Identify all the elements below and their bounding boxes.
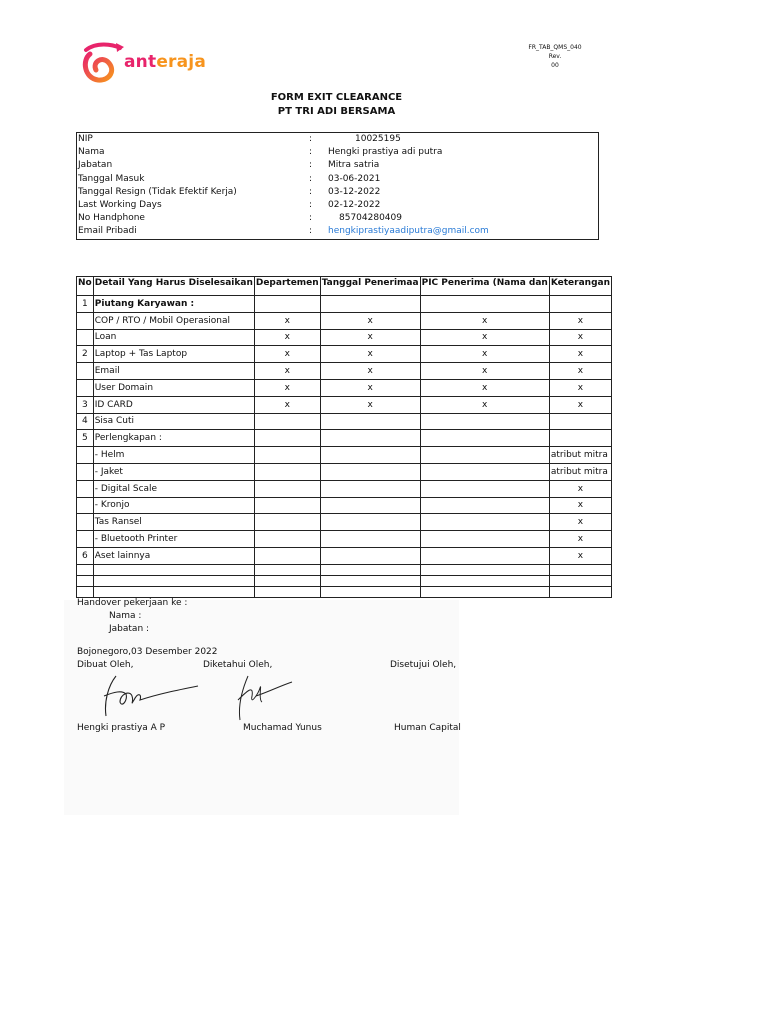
row-detail: - Digital Scale	[93, 480, 254, 497]
row-detail: Aset lainnya	[93, 547, 254, 564]
row-number	[77, 312, 94, 329]
info-separator: :	[309, 147, 313, 158]
info-row	[77, 173, 599, 186]
employee-info-table	[76, 132, 599, 240]
row-cell: x	[549, 547, 611, 564]
row-detail: - Helm	[93, 447, 254, 464]
row-detail: Perlengkapan :	[93, 430, 254, 447]
row-cell	[320, 575, 420, 586]
info-label: No Handphone	[78, 213, 145, 224]
known-by-label: Diketahui Oleh,	[203, 660, 273, 670]
row-detail	[93, 564, 254, 575]
row-cell	[320, 296, 420, 313]
info-value: 85704280409	[339, 213, 402, 224]
row-number	[77, 575, 94, 586]
row-cell: x	[254, 312, 320, 329]
row-detail: Loan	[93, 329, 254, 346]
company-name: PT TRI ADI BERSAMA	[277, 106, 396, 117]
table-row	[77, 575, 612, 586]
row-cell	[320, 514, 420, 531]
info-separator: :	[309, 160, 313, 171]
table-row	[77, 564, 612, 575]
row-cell: x	[549, 396, 611, 413]
table-row	[77, 329, 612, 346]
info-label: Last Working Days	[78, 200, 162, 211]
table-row	[77, 413, 612, 430]
column-header: Detail Yang Harus Diselesaikan	[93, 277, 254, 296]
info-label: Email Pribadi	[78, 226, 137, 237]
row-cell	[320, 430, 420, 447]
table-row	[77, 547, 612, 564]
info-value	[327, 225, 599, 239]
info-separator: :	[309, 200, 313, 211]
row-number	[77, 480, 94, 497]
row-cell	[420, 531, 549, 548]
signature-1-icon	[98, 672, 202, 722]
row-cell: x	[549, 514, 611, 531]
row-cell	[549, 430, 611, 447]
rev-label: Rev.	[548, 53, 562, 60]
row-cell: atribut mitra	[549, 447, 611, 464]
table-row	[77, 586, 612, 597]
row-detail: COP / RTO / Mobil Operasional	[93, 312, 254, 329]
table-row	[77, 396, 612, 413]
signer-name-2: Muchamad Yunus	[243, 723, 322, 733]
info-label: Jabatan	[78, 160, 113, 171]
info-label: Tanggal Masuk	[78, 173, 145, 184]
row-cell	[254, 586, 320, 597]
row-number: 1	[77, 296, 94, 313]
column-header: No	[77, 277, 94, 296]
row-cell	[420, 430, 549, 447]
row-cell: x	[420, 346, 549, 363]
row-cell	[420, 586, 549, 597]
row-cell: x	[549, 312, 611, 329]
handover-position: Jabatan :	[109, 624, 150, 634]
made-by-label: Dibuat Oleh,	[77, 660, 134, 670]
row-number: 3	[77, 396, 94, 413]
row-detail: User Domain	[93, 379, 254, 396]
handover-name: Nama :	[109, 611, 142, 621]
table-row	[77, 463, 612, 480]
row-cell: x	[549, 379, 611, 396]
brand-wordmark	[124, 52, 206, 72]
row-number	[77, 363, 94, 380]
table-row	[77, 480, 612, 497]
approved-by-label: Disetujui Oleh,	[390, 660, 457, 670]
row-detail: Email	[93, 363, 254, 380]
row-number	[77, 447, 94, 464]
table-row	[77, 531, 612, 548]
row-cell	[254, 575, 320, 586]
row-cell: atribut mitra	[549, 463, 611, 480]
row-number	[77, 586, 94, 597]
row-cell: x	[549, 329, 611, 346]
row-cell	[254, 547, 320, 564]
row-cell	[420, 447, 549, 464]
row-cell	[420, 575, 549, 586]
table-row	[77, 346, 612, 363]
row-cell	[254, 447, 320, 464]
row-cell: x	[254, 346, 320, 363]
row-cell: x	[254, 329, 320, 346]
table-row	[77, 497, 612, 514]
row-cell	[320, 463, 420, 480]
row-detail: ID CARD	[93, 396, 254, 413]
row-cell	[254, 531, 320, 548]
table-row	[77, 379, 612, 396]
rev-value: 00	[551, 62, 559, 69]
info-label: Tanggal Resign (Tidak Efektif Kerja)	[78, 186, 237, 197]
row-cell	[254, 463, 320, 480]
row-cell: x	[420, 396, 549, 413]
info-separator: :	[309, 134, 313, 145]
row-cell: x	[549, 480, 611, 497]
brand-prefix: ant	[124, 52, 157, 72]
row-detail: Sisa Cuti	[93, 413, 254, 430]
info-value: 10025195	[355, 134, 401, 145]
info-separator: :	[309, 186, 313, 197]
info-value: 03-12-2022	[328, 186, 381, 197]
row-cell: x	[320, 346, 420, 363]
row-cell	[420, 296, 549, 313]
row-number	[77, 463, 94, 480]
row-cell: x	[320, 396, 420, 413]
info-row	[77, 186, 599, 199]
row-cell: x	[549, 363, 611, 380]
row-cell: x	[320, 363, 420, 380]
row-detail: Tas Ransel	[93, 514, 254, 531]
info-row	[77, 133, 599, 147]
signer-name-1: Hengki prastiya A P	[77, 723, 166, 733]
info-row	[77, 159, 599, 172]
info-row	[77, 212, 599, 225]
row-cell	[320, 480, 420, 497]
row-detail: - Kronjo	[93, 497, 254, 514]
column-header: PIC Penerima (Nama dan	[420, 277, 549, 296]
row-cell: x	[254, 379, 320, 396]
place-date: Bojonegoro,03 Desember 2022	[77, 647, 218, 657]
row-cell: x	[420, 329, 549, 346]
row-cell	[420, 564, 549, 575]
row-cell	[254, 514, 320, 531]
row-cell	[549, 296, 611, 313]
row-cell	[420, 413, 549, 430]
doc-code: FR_TAB_QMS_040	[528, 44, 582, 51]
document-reference	[520, 43, 590, 70]
signer-name-3: Human Capital	[394, 723, 461, 733]
row-number	[77, 497, 94, 514]
row-cell	[420, 463, 549, 480]
email-link[interactable]: hengkiprastiyaadiputra@gmail.com	[328, 226, 489, 237]
table-row	[77, 514, 612, 531]
row-cell	[320, 564, 420, 575]
info-row	[77, 225, 599, 239]
row-number: 4	[77, 413, 94, 430]
row-cell	[320, 547, 420, 564]
info-value: 03-06-2021	[328, 173, 381, 184]
row-cell	[320, 413, 420, 430]
table-row	[77, 363, 612, 380]
row-cell: x	[549, 497, 611, 514]
row-cell: x	[420, 312, 549, 329]
info-separator: :	[309, 173, 313, 184]
row-number: 5	[77, 430, 94, 447]
row-cell	[549, 413, 611, 430]
info-label: NIP	[78, 134, 93, 145]
info-value: Mitra satria	[328, 160, 380, 171]
row-cell	[420, 497, 549, 514]
row-number	[77, 514, 94, 531]
row-cell: x	[549, 531, 611, 548]
row-cell	[420, 514, 549, 531]
row-detail: - Jaket	[93, 463, 254, 480]
row-number: 6	[77, 547, 94, 564]
row-detail: Piutang Karyawan :	[93, 296, 254, 313]
row-cell: x	[549, 346, 611, 363]
form-title: FORM EXIT CLEARANCE	[270, 92, 403, 103]
row-cell	[254, 430, 320, 447]
row-cell	[549, 575, 611, 586]
row-number: 2	[77, 346, 94, 363]
row-cell	[254, 480, 320, 497]
row-cell: x	[420, 363, 549, 380]
row-cell	[420, 547, 549, 564]
row-cell: x	[420, 379, 549, 396]
row-detail	[93, 586, 254, 597]
row-cell	[254, 497, 320, 514]
row-cell	[254, 296, 320, 313]
info-label: Nama	[78, 147, 105, 158]
row-cell	[320, 497, 420, 514]
row-detail: Laptop + Tas Laptop	[93, 346, 254, 363]
row-cell	[254, 413, 320, 430]
info-value: Hengki prastiya adi putra	[328, 147, 443, 158]
table-row	[77, 430, 612, 447]
row-cell	[320, 531, 420, 548]
brand-suffix: eraja	[156, 52, 206, 72]
row-cell	[420, 480, 549, 497]
row-cell: x	[320, 379, 420, 396]
table-row	[77, 296, 612, 313]
row-number	[77, 379, 94, 396]
row-cell: x	[320, 329, 420, 346]
table-row	[77, 312, 612, 329]
handover-label: Handover pekerjaan ke :	[77, 598, 188, 608]
row-cell	[549, 564, 611, 575]
row-cell	[320, 586, 420, 597]
row-cell	[320, 447, 420, 464]
row-detail: - Bluetooth Printer	[93, 531, 254, 548]
row-number	[77, 531, 94, 548]
info-separator: :	[309, 226, 313, 237]
row-cell	[254, 564, 320, 575]
row-cell: x	[320, 312, 420, 329]
column-header: Departemen	[254, 277, 320, 296]
row-cell: x	[254, 396, 320, 413]
column-header: Keterangan	[549, 277, 611, 296]
info-separator: :	[309, 213, 313, 224]
table-header-row	[77, 277, 612, 296]
table-row	[77, 447, 612, 464]
row-cell: x	[254, 363, 320, 380]
info-value: 02-12-2022	[328, 200, 381, 211]
column-header: Tanggal Penerimaa	[320, 277, 420, 296]
row-cell	[549, 586, 611, 597]
row-detail	[93, 575, 254, 586]
info-row	[77, 146, 599, 159]
clearance-items-table	[76, 276, 612, 598]
row-number	[77, 329, 94, 346]
row-number	[77, 564, 94, 575]
signature-2-icon	[228, 670, 294, 726]
info-row	[77, 199, 599, 212]
